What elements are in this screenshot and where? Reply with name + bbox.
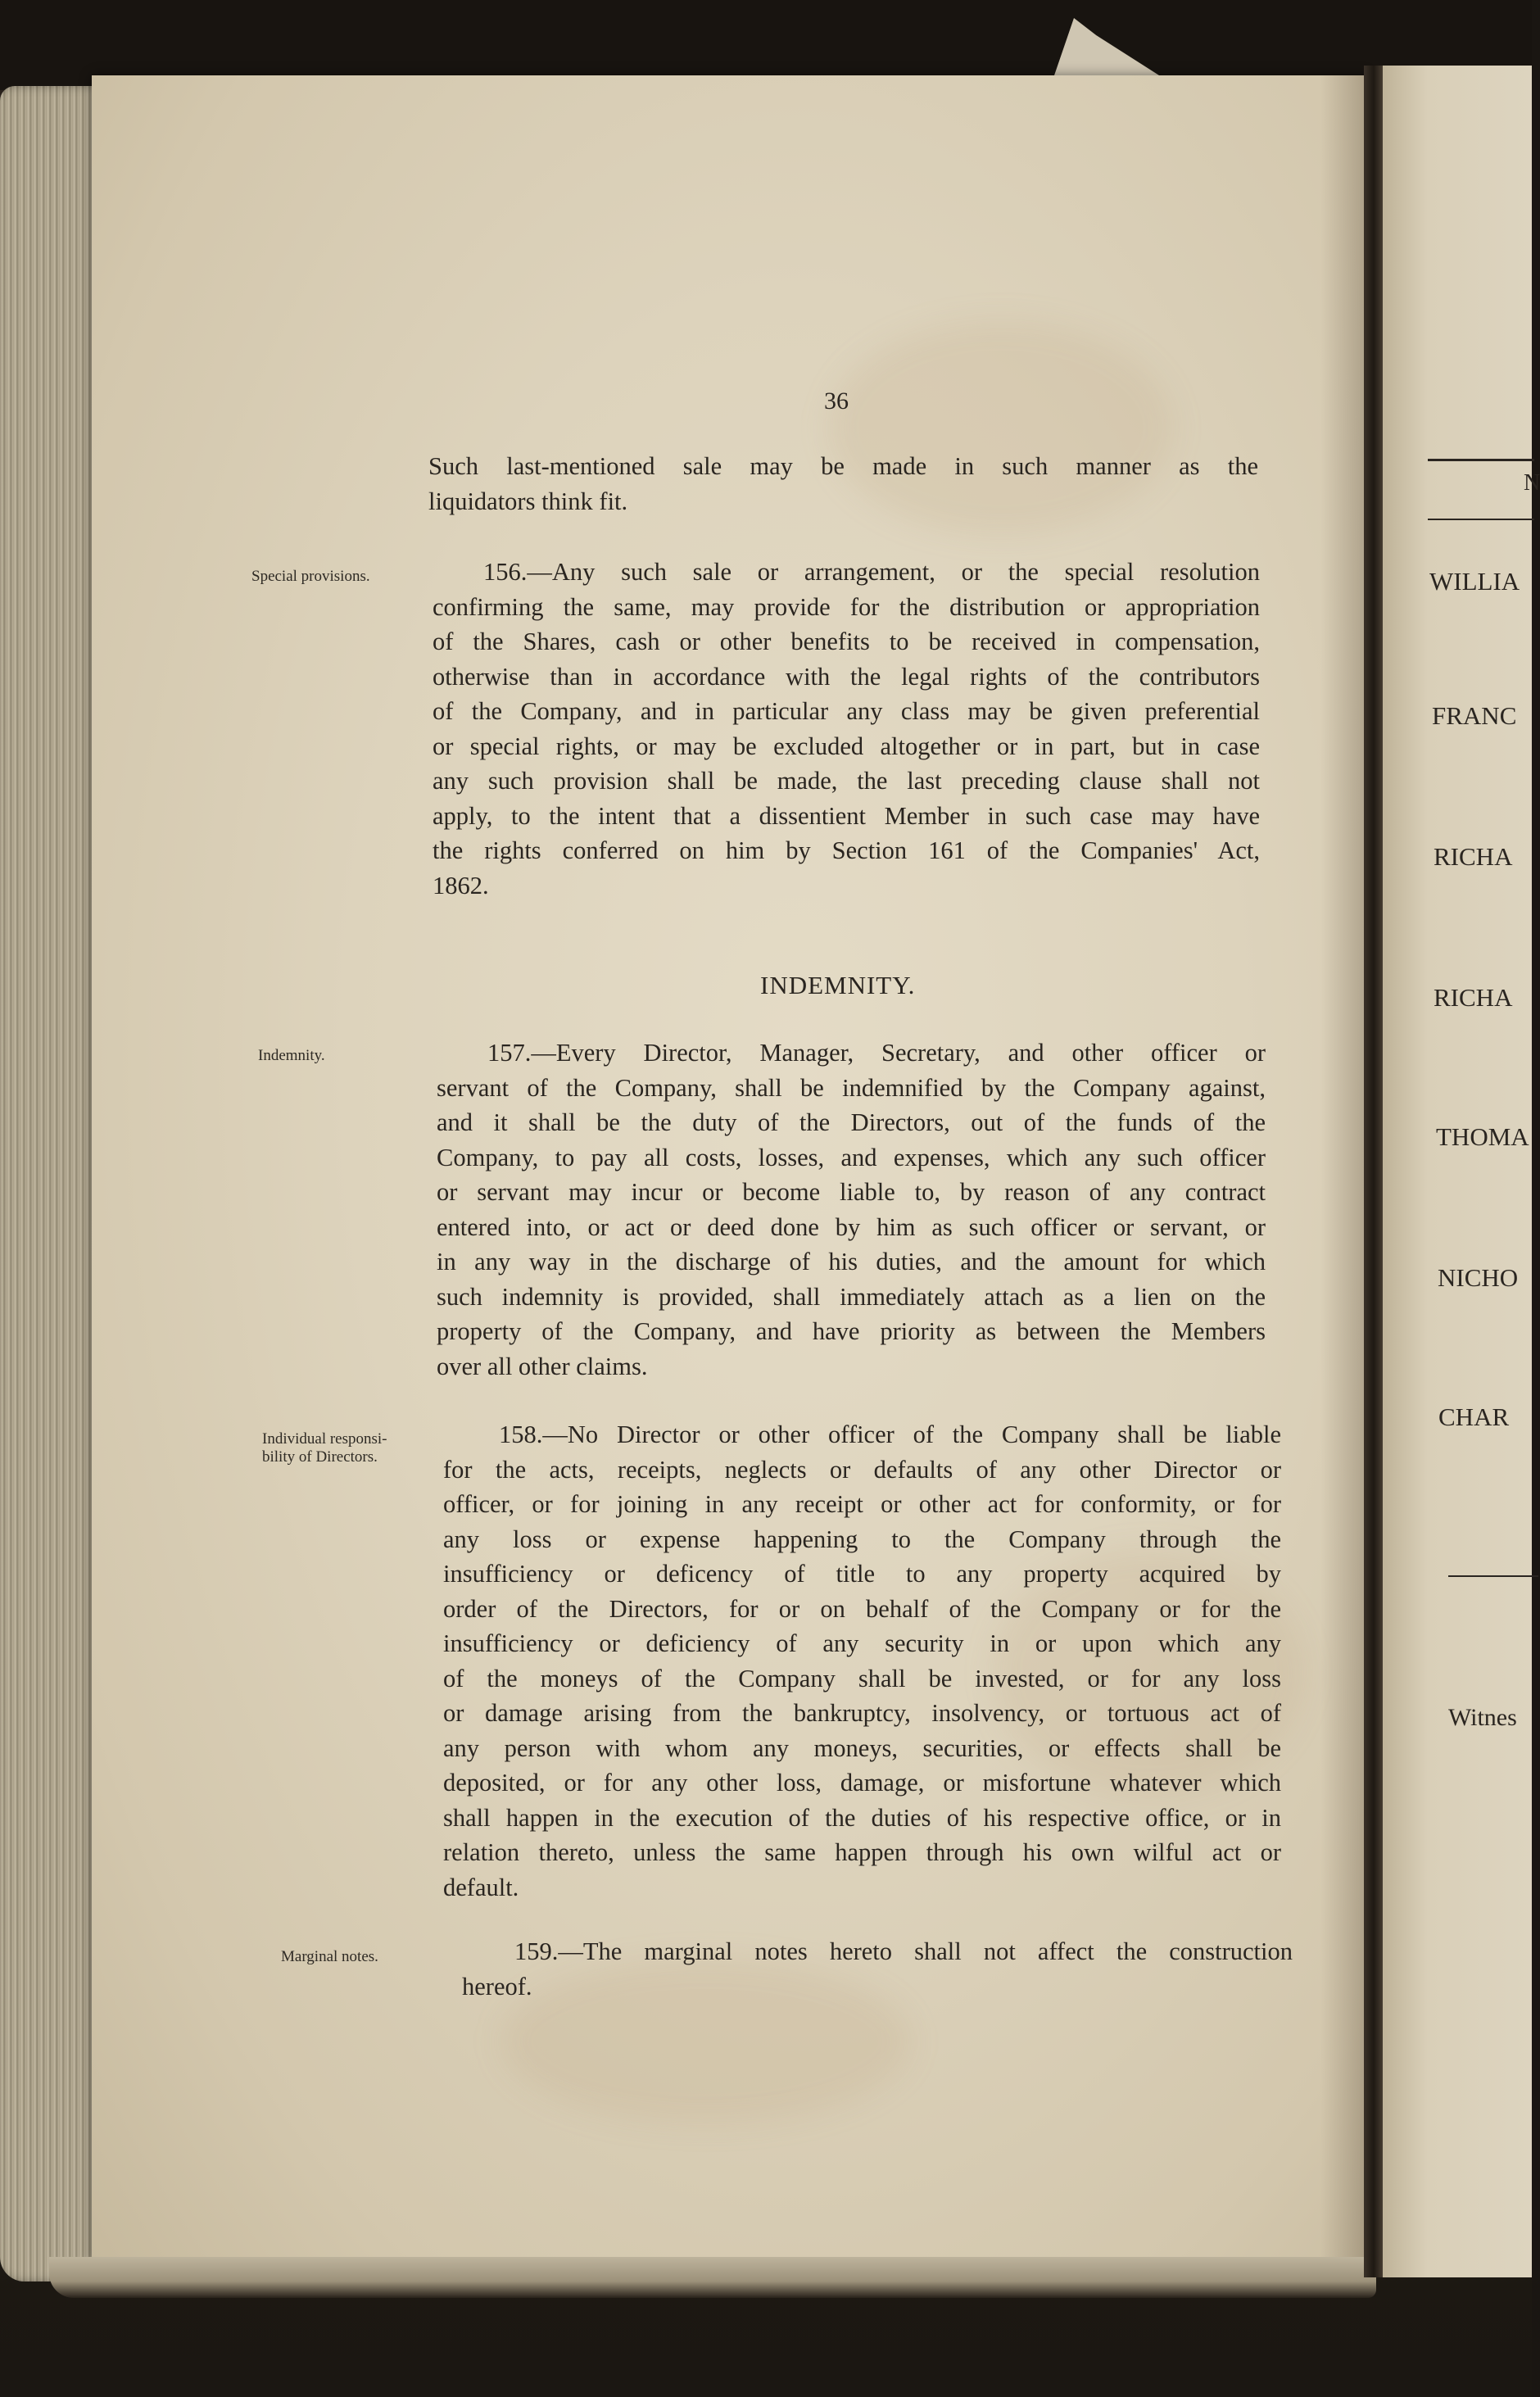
clause-159	[462, 1934, 1293, 2004]
text-line: hereof.	[462, 1972, 532, 2001]
text-line: liquidators think fit.	[428, 487, 628, 515]
text-line: 158.—No Director or other officer of the Company shall be liable	[499, 1421, 1281, 1448]
text-line: apply, to the intent that a dissentient Member in such case may have	[433, 801, 1260, 830]
text-line: deposited, or for any other loss, damage, or misfortune whatever which	[443, 1769, 1281, 1797]
text-line: 1862.	[433, 871, 489, 899]
text-line: otherwise than in accordance with the legal rights of the contributors	[433, 662, 1260, 691]
facing-name-5: THOMA	[1436, 1122, 1529, 1151]
clause-157	[437, 1035, 1266, 1384]
text-line: any loss or expense happening to the Company through the	[443, 1525, 1281, 1553]
text-line: over all other claims.	[437, 1352, 648, 1380]
text-line: officer, or for joining in any receipt or other act for conformity, or for	[443, 1490, 1281, 1518]
margin-note-line: bility of Directors.	[262, 1448, 378, 1466]
section-heading-indemnity: INDEMNITY.	[760, 971, 916, 999]
text-line: entered into, or act or deed done by him as such officer or servant, or	[437, 1212, 1266, 1241]
facing-witness-fragment: Witnes	[1448, 1704, 1517, 1731]
text-line: of the Company, and in particular any class may be given preferential	[433, 697, 1260, 725]
text-line: insufficiency or deficency of title to any property acquired by	[443, 1560, 1281, 1588]
text-line: servant of the Company, shall be indemnified by the Company against,	[437, 1073, 1266, 1102]
text-line: and it shall be the duty of the Directors, out of the funds of the	[437, 1108, 1266, 1136]
facing-rule	[1448, 1575, 1538, 1577]
margin-note-line: Individual responsi-	[262, 1430, 387, 1448]
text-line: such indemnity is provided, shall immediately attach as a lien on the	[437, 1282, 1266, 1311]
text-line: for the acts, receipts, neglects or defaults of any other Director or	[443, 1455, 1281, 1484]
margin-note-indemnity: Indemnity.	[258, 1047, 325, 1064]
facing-rule	[1428, 459, 1534, 461]
facing-name-3: RICHA	[1434, 842, 1513, 871]
intro-paragraph	[428, 449, 1258, 519]
text-line: 156.—Any such sale or arrangement, or the special resolution	[483, 558, 1260, 586]
text-line: Such last-mentioned sale may be made in such manner as the	[428, 452, 1258, 480]
facing-name-1: WILLIA	[1429, 567, 1520, 596]
page-number: 36	[824, 387, 849, 415]
text-line: of the Shares, cash or other benefits to be received in compensation,	[433, 628, 1260, 655]
clause-156	[433, 555, 1260, 903]
text-line: or special rights, or may be excluded altogether or in part, but in case	[433, 732, 1260, 760]
facing-name-7: CHAR	[1438, 1402, 1510, 1431]
text-line: 157.—Every Director, Manager, Secretary, and other officer or	[487, 1039, 1266, 1067]
text-line: of the moneys of the Company shall be invested, or for any loss	[443, 1664, 1281, 1692]
facing-rule	[1428, 519, 1534, 520]
text-line: 159.—The marginal notes hereto shall not affect the construction	[514, 1937, 1293, 1965]
facing-header-fragment: N	[1524, 470, 1540, 496]
facing-name-4: RICHA	[1434, 983, 1513, 1012]
text-line: or servant may incur or become liable to, by reason of any contract	[437, 1178, 1266, 1206]
book-gutter	[1364, 66, 1384, 2277]
text-line: any such provision shall be made, the last preceding clause shall not	[433, 767, 1260, 795]
text-line: default.	[443, 1873, 519, 1901]
page-bottom-edge	[49, 2257, 1376, 2298]
margin-note-individual-responsibility	[262, 1430, 387, 1466]
facing-name-2: FRANC	[1432, 701, 1517, 730]
text-line: relation thereto, unless the same happen through his own wilful act or	[443, 1838, 1281, 1866]
text-line: the rights conferred on him by Section 161 of the Companies' Act,	[433, 836, 1260, 864]
page-edges-stack	[0, 86, 102, 2281]
text-line: order of the Directors, for or on behalf of the Company or for the	[443, 1594, 1281, 1623]
text-line: shall happen in the execution of the duties of his respective office, or in	[443, 1803, 1281, 1832]
text-line: property of the Company, and have priority as between the Members	[437, 1317, 1266, 1345]
text-line: insufficiency or deficiency of any security in or upon which any	[443, 1629, 1281, 1657]
margin-note-special-provisions: Special provisions.	[251, 568, 370, 585]
text-line: in any way in the discharge of his duties, and the amount for which	[437, 1248, 1266, 1276]
margin-note-marginal-notes: Marginal notes.	[281, 1948, 378, 1965]
facing-name-6: NICHO	[1438, 1263, 1519, 1292]
clause-158	[443, 1417, 1281, 1905]
text-line: Company, to pay all costs, losses, and expenses, which any such officer	[437, 1143, 1266, 1171]
text-line: any person with whom any moneys, securities, or effects shall be	[443, 1733, 1281, 1762]
text-line: confirming the same, may provide for the distribution or appropriation	[433, 592, 1260, 621]
facing-page	[1383, 66, 1540, 2277]
text-line: or damage arising from the bankruptcy, insolvency, or tortuous act of	[443, 1699, 1281, 1727]
